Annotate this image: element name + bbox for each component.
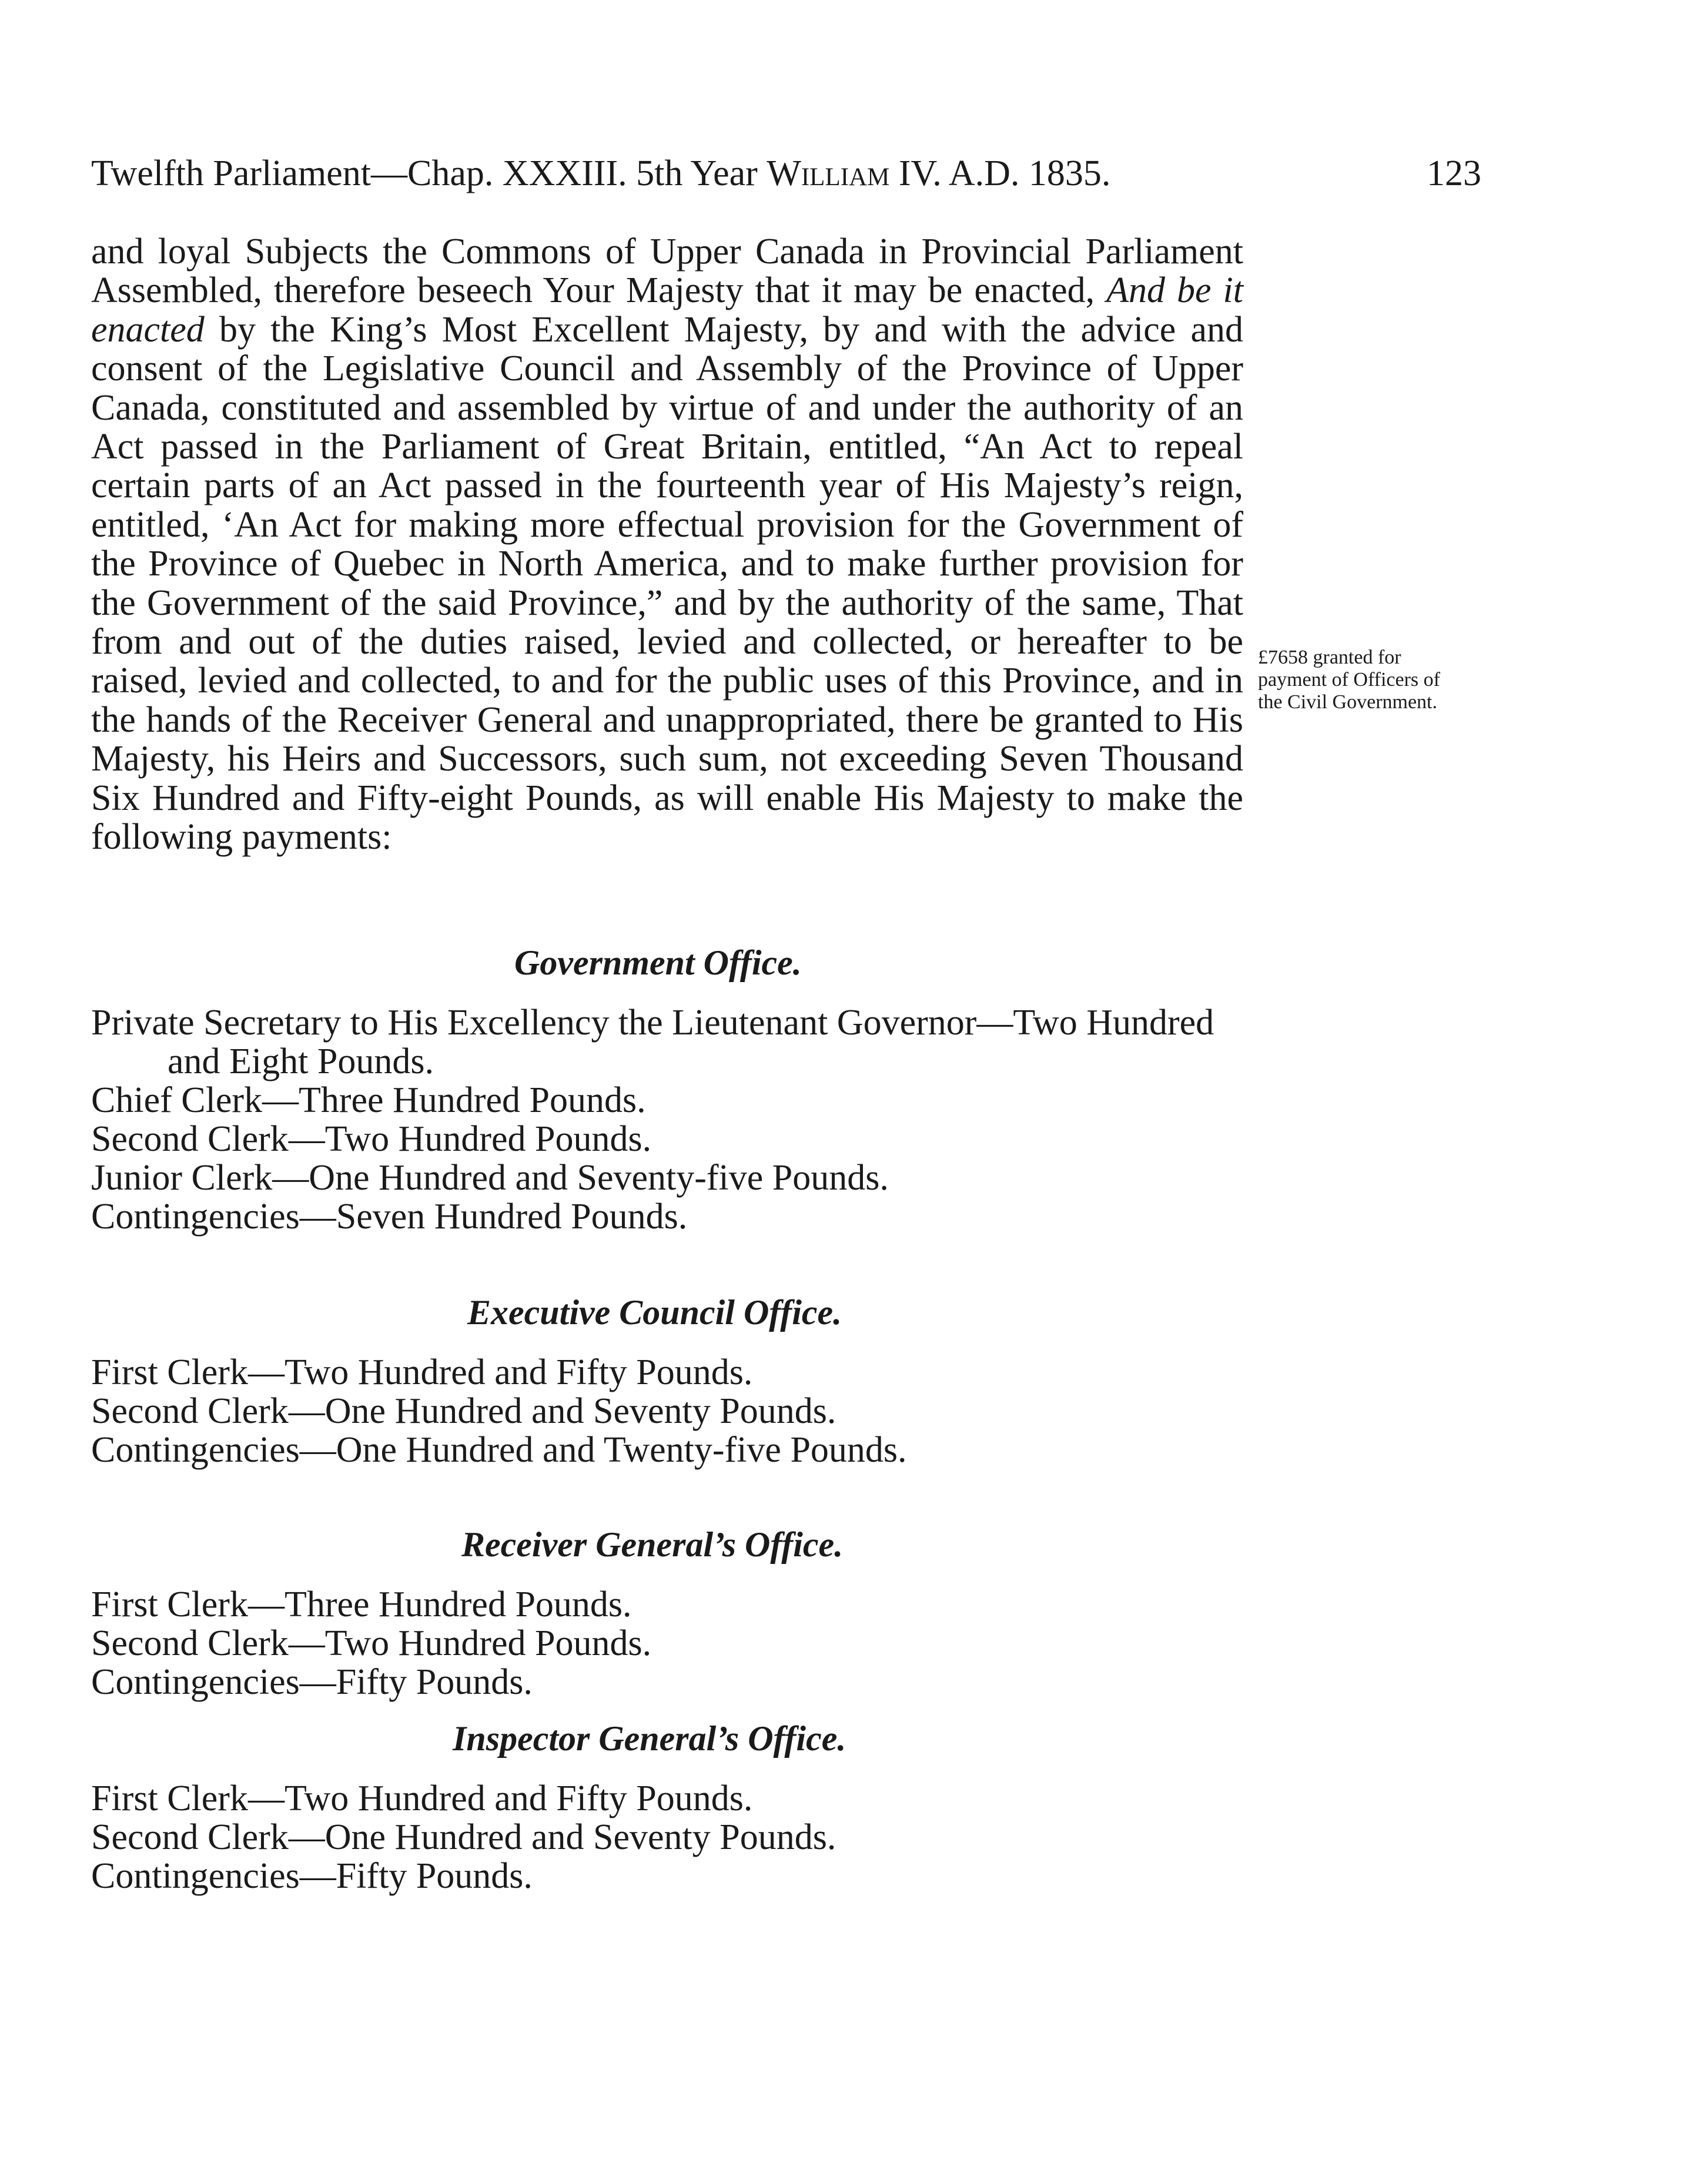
running-head-main: Twelfth Parliament—Chap. XXXIII. 5th Year <box>91 153 767 193</box>
list-item: Second Clerk—One Hundred and Seventy Pounds. <box>91 1817 836 1857</box>
list-item: Junior Clerk—One Hundred and Seventy-five Pounds. <box>91 1158 889 1198</box>
section-heading: Government Office. <box>514 943 802 982</box>
list-item: Second Clerk—One Hundred and Seventy Pounds. <box>91 1391 836 1431</box>
entry-list <box>91 1003 1267 1236</box>
list-item: First Clerk—Three Hundred Pounds. <box>91 1585 632 1624</box>
list-item: Contingencies—Seven Hundred Pounds. <box>91 1197 688 1237</box>
running-head-king: William <box>767 153 890 193</box>
list-item: Private Secretary to His Excellency the Lieutenant Governor—Two Hundred and Eight Pounds. <box>91 1003 1214 1081</box>
section-heading: Inspector General’s Office. <box>453 1719 846 1758</box>
body-text-after: by the King’s Most Excellent Majesty, by and with the advice and consent of the Legislative Council and Assembly of the Province of Upper Canada, constituted and assembled by virtue of and under the authority of an Act passed in the Parliament of Great Britain, entitled, “An Act to repeal certain parts of an Act passed in the fourteenth year of His Majesty’s reign, entitled, ‘An Act for making more effectual provision for the Government of the Province of Quebec in North America, and to make further provision for the Government of the said Province,” and by the authority of the same, That from and out of the duties raised, levied and collected, or hereafter to be raised, levied and collected, to and for the public uses of this Province, and in the hands of the Receiver General and unappropriated, there be granted to His Majesty, his Heirs and Successors, such sum, not exceeding Seven Thousand Six Hundred and Fifty-eight Pounds, as will enable His Majesty to make the following payments: <box>91 309 1243 857</box>
list-item: First Clerk—Two Hundred and Fifty Pounds. <box>91 1778 753 1818</box>
section-heading: Receiver General’s Office. <box>461 1525 844 1564</box>
page-number: 123 <box>1427 153 1481 193</box>
running-head <box>91 150 1267 197</box>
list-item: Chief Clerk—Three Hundred Pounds. <box>91 1080 646 1120</box>
margin-note: £7658 granted for payment of Officers of the Civil Government. <box>1258 647 1440 713</box>
body-text-before: and loyal Subjects the Commons of Upper Canada in Provincial Parliament Assembled, therefore beseech Your Majesty that it may be enacted, <box>91 232 1243 311</box>
entry-list <box>91 1779 1267 1895</box>
enacting-words: And be it enacted <box>91 270 1243 350</box>
list-item: Contingencies—Fifty Pounds. <box>91 1662 533 1702</box>
section-government-office <box>91 943 1267 1236</box>
entry-list <box>91 1585 1267 1701</box>
section-executive-council-office <box>91 1293 1267 1469</box>
list-item: Second Clerk—Two Hundred Pounds. <box>91 1623 652 1663</box>
running-head-end: IV. A.D. 1835. <box>889 153 1111 193</box>
section-receiver-general-office <box>91 1525 1267 1701</box>
list-item: First Clerk—Two Hundred and Fifty Pounds. <box>91 1352 753 1392</box>
section-inspector-general-office <box>91 1719 1267 1895</box>
list-item: Contingencies—Fifty Pounds. <box>91 1856 533 1896</box>
entry-list <box>91 1353 1267 1469</box>
list-item: Contingencies—One Hundred and Twenty-five Pounds. <box>91 1430 907 1470</box>
section-heading: Executive Council Office. <box>467 1293 842 1332</box>
body-paragraph <box>91 232 1243 857</box>
list-item: Second Clerk—Two Hundred Pounds. <box>91 1119 652 1159</box>
enacting-clause <box>91 232 1243 857</box>
